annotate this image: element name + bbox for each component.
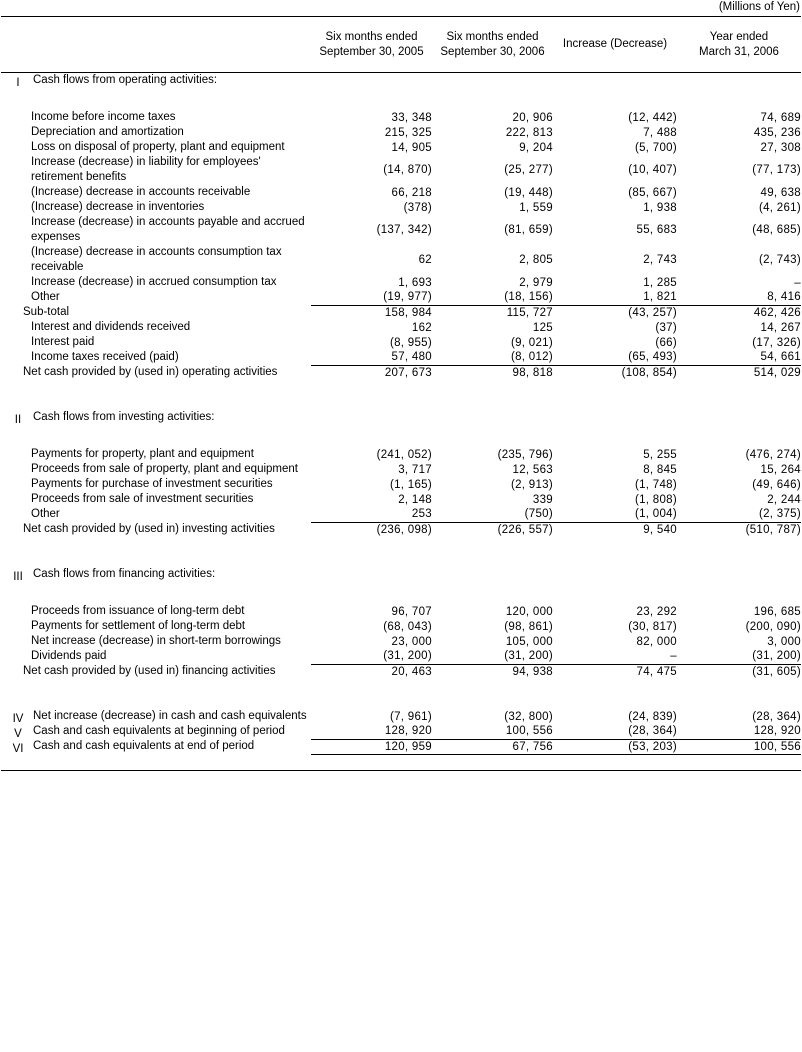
table-row xyxy=(1,365,801,380)
section-numeral: III xyxy=(13,571,23,583)
value-cell: 2, 805 xyxy=(519,254,553,266)
summary-label xyxy=(1,724,311,739)
value-cell xyxy=(311,410,432,425)
value-cell: 3, 000 xyxy=(767,635,801,648)
column-header-change: Increase (Decrease) xyxy=(553,17,677,73)
row-label-text: Depreciation and amortization xyxy=(31,126,184,138)
row-label-text: Loss on disposal of property, plant and equipment xyxy=(31,141,285,153)
value-cell: (9, 021) xyxy=(510,336,553,349)
row-label xyxy=(1,185,311,200)
value-cell: (241, 052) xyxy=(376,448,432,461)
summary-row xyxy=(1,724,801,739)
value-cell xyxy=(553,567,677,582)
row-label-text: Proceeds from sale of investment securities xyxy=(31,493,254,505)
section-title: Cash flows from operating activities: xyxy=(33,74,218,86)
row-label xyxy=(1,320,311,335)
section-title: Cash flows from investing activities: xyxy=(33,411,215,423)
value-cell xyxy=(677,73,801,89)
value-cell: (14, 870) xyxy=(383,164,432,176)
value-cell: 66, 218 xyxy=(391,186,432,199)
spacer-row xyxy=(1,425,801,447)
value-cell: (37) xyxy=(655,321,677,334)
row-label xyxy=(1,492,311,507)
section-numeral: II xyxy=(14,414,22,426)
value-cell: (49, 646) xyxy=(752,478,801,491)
value-cell: (12, 442) xyxy=(628,111,677,124)
row-label-text: Net cash provided by (used in) investing activities xyxy=(23,523,275,535)
value-cell xyxy=(553,425,677,447)
value-cell: 222, 813 xyxy=(505,126,553,139)
value-cell xyxy=(553,380,677,410)
row-label-text: Proceeds from issuance of long-term debt xyxy=(31,605,245,617)
value-cell: 62 xyxy=(418,254,432,266)
value-cell: (236, 098) xyxy=(311,522,432,537)
value-cell: 128, 920 xyxy=(384,725,432,738)
summary-label-text: Cash and cash equivalents at beginning of period xyxy=(33,725,285,737)
spacer-row xyxy=(1,380,801,410)
value-cell: (18, 156) xyxy=(504,291,553,304)
row-label-text: Income before income taxes xyxy=(31,111,176,123)
value-cell: (28, 364) xyxy=(752,710,801,723)
value-cell xyxy=(311,754,432,770)
spacer-label xyxy=(1,88,311,110)
value-cell: 435, 236 xyxy=(753,126,801,139)
row-label-text: Sub-total xyxy=(23,306,70,318)
row-label xyxy=(1,462,311,477)
row-label-text: Interest and dividends received xyxy=(31,321,191,333)
value-cell: (32, 800) xyxy=(504,710,553,723)
value-cell: 15, 264 xyxy=(760,463,801,476)
closing-strip-label xyxy=(1,754,311,770)
row-label xyxy=(1,245,311,275)
value-cell xyxy=(677,380,801,410)
row-label xyxy=(1,634,311,649)
value-cell: (85, 667) xyxy=(628,186,677,199)
spacer-row xyxy=(1,537,801,567)
table-row xyxy=(1,305,801,320)
row-label-text: (Increase) decrease in accounts receivable xyxy=(31,186,251,198)
value-cell: 120, 959 xyxy=(311,739,432,754)
table-row xyxy=(1,125,801,140)
value-cell: 57, 480 xyxy=(391,351,432,364)
table-row xyxy=(1,462,801,477)
row-label-text: Increase (decrease) in liability for employees' retirement benefits xyxy=(31,156,261,183)
value-cell: 462, 426 xyxy=(677,305,801,320)
value-cell: 9, 204 xyxy=(519,141,553,154)
value-cell: 54, 661 xyxy=(760,351,801,364)
value-cell: (108, 854) xyxy=(553,365,677,380)
column-header-h1_2005: Six months ended September 30, 2005 xyxy=(311,17,432,73)
value-cell: 215, 325 xyxy=(384,126,432,139)
row-label xyxy=(1,275,311,290)
row-label-text: Payments for property, plant and equipment xyxy=(31,448,254,460)
value-cell: (378) xyxy=(403,201,432,214)
cash-flow-table xyxy=(1,16,801,771)
value-cell: 100, 556 xyxy=(677,739,801,754)
table-row xyxy=(1,245,801,275)
value-cell xyxy=(311,73,432,89)
row-label xyxy=(1,140,311,155)
value-cell: 2, 743 xyxy=(643,254,677,266)
value-cell: 23, 000 xyxy=(391,635,432,648)
value-cell xyxy=(553,73,677,89)
section-heading-row xyxy=(1,73,801,89)
row-label xyxy=(1,649,311,664)
row-label-text: Other xyxy=(31,508,60,520)
value-cell xyxy=(432,380,553,410)
row-label xyxy=(1,290,311,305)
row-label-text: Other xyxy=(31,291,60,303)
value-cell: 207, 673 xyxy=(311,365,432,380)
value-cell: 339 xyxy=(532,493,553,506)
column-header-h1_2006: Six months ended September 30, 2006 xyxy=(432,17,553,73)
value-cell: (31, 200) xyxy=(383,650,432,663)
value-cell: 74, 475 xyxy=(553,664,677,679)
table-row xyxy=(1,110,801,125)
value-cell xyxy=(677,425,801,447)
value-cell: (1, 808) xyxy=(634,493,677,506)
value-cell: 3, 717 xyxy=(398,463,432,476)
row-label-text: Payments for settlement of long-term debt xyxy=(31,620,246,632)
value-cell: 98, 818 xyxy=(432,365,553,380)
row-label xyxy=(1,604,311,619)
value-cell: 96, 707 xyxy=(391,605,432,618)
value-cell xyxy=(677,537,801,567)
value-cell: (65, 493) xyxy=(628,351,677,364)
spacer-label xyxy=(1,679,311,709)
value-cell: 128, 920 xyxy=(753,725,801,738)
value-cell: 5, 255 xyxy=(643,448,677,461)
value-cell: (31, 200) xyxy=(504,650,553,663)
summary-row xyxy=(1,739,801,754)
row-label xyxy=(1,335,311,350)
table-row xyxy=(1,335,801,350)
row-label-text: Proceeds from sale of property, plant and equipment xyxy=(31,463,298,475)
row-label-text: Payments for purchase of investment securities xyxy=(31,478,273,490)
table-row xyxy=(1,185,801,200)
value-cell: (235, 796) xyxy=(497,448,553,461)
spacer-label xyxy=(1,582,311,604)
value-cell: (68, 043) xyxy=(383,620,432,633)
row-label xyxy=(1,110,311,125)
value-cell: 74, 689 xyxy=(760,111,801,124)
value-cell: – xyxy=(794,276,801,289)
value-cell: 9, 540 xyxy=(553,522,677,537)
value-cell: (24, 839) xyxy=(628,710,677,723)
value-cell xyxy=(432,88,553,110)
value-cell xyxy=(311,567,432,582)
table-row xyxy=(1,320,801,335)
table-row xyxy=(1,664,801,679)
value-cell: (77, 173) xyxy=(752,164,801,176)
table-row xyxy=(1,619,801,634)
value-cell: (4, 261) xyxy=(758,201,801,214)
value-cell: 1, 285 xyxy=(643,276,677,289)
value-cell xyxy=(311,380,432,410)
table-row xyxy=(1,477,801,492)
value-cell: (1, 165) xyxy=(389,478,432,491)
value-cell: (48, 685) xyxy=(752,224,801,236)
value-cell: (2, 375) xyxy=(758,508,801,521)
value-cell: 8, 845 xyxy=(643,463,677,476)
table-row xyxy=(1,350,801,365)
value-cell xyxy=(432,410,553,425)
value-cell: (8, 955) xyxy=(389,336,432,349)
value-cell xyxy=(432,679,553,709)
value-cell: (81, 659) xyxy=(504,224,553,236)
value-cell: 14, 905 xyxy=(391,141,432,154)
row-label xyxy=(1,365,311,380)
table-row xyxy=(1,447,801,462)
value-cell: 12, 563 xyxy=(512,463,553,476)
value-cell: (476, 274) xyxy=(745,448,801,461)
row-label xyxy=(1,477,311,492)
value-cell xyxy=(432,754,553,770)
value-cell: 14, 267 xyxy=(760,321,801,334)
value-cell: 1, 559 xyxy=(519,201,553,214)
value-cell: 55, 683 xyxy=(636,224,677,236)
table-row xyxy=(1,649,801,664)
table-row xyxy=(1,507,801,522)
value-cell: 49, 638 xyxy=(760,186,801,199)
row-label xyxy=(1,664,311,679)
value-cell: 2, 244 xyxy=(767,493,801,506)
table-row xyxy=(1,140,801,155)
value-cell: 1, 938 xyxy=(643,201,677,214)
spacer-row xyxy=(1,88,801,110)
value-cell xyxy=(553,88,677,110)
value-cell: (30, 817) xyxy=(628,620,677,633)
row-label-text: Dividends paid xyxy=(31,650,107,662)
section-heading-row xyxy=(1,567,801,582)
value-cell: 20, 463 xyxy=(311,664,432,679)
value-cell: 125 xyxy=(532,321,553,334)
table-row xyxy=(1,200,801,215)
value-cell: (1, 748) xyxy=(634,478,677,491)
value-cell: (750) xyxy=(524,508,553,521)
value-cell: (19, 448) xyxy=(504,186,553,199)
value-cell xyxy=(311,582,432,604)
value-cell: (2, 743) xyxy=(758,254,801,266)
section-label xyxy=(1,410,311,425)
value-cell: (137, 342) xyxy=(376,224,432,236)
value-cell xyxy=(432,582,553,604)
table-row xyxy=(1,492,801,507)
column-header-fy2006: Year ended March 31, 2006 xyxy=(677,17,801,73)
value-cell: (8, 012) xyxy=(510,351,553,364)
value-cell: 2, 148 xyxy=(398,493,432,506)
value-cell: (7, 961) xyxy=(389,710,432,723)
value-cell: (19, 977) xyxy=(383,291,432,304)
value-cell: (5, 700) xyxy=(634,141,677,154)
row-label xyxy=(1,619,311,634)
row-label xyxy=(1,125,311,140)
value-cell: (200, 090) xyxy=(745,620,801,633)
summary-numeral: VI xyxy=(12,743,24,755)
value-cell: 1, 693 xyxy=(398,276,432,289)
value-cell: (98, 861) xyxy=(504,620,553,633)
units-caption: (Millions of Yen) xyxy=(718,1,800,13)
value-cell: 100, 556 xyxy=(505,725,553,738)
value-cell xyxy=(553,582,677,604)
value-cell xyxy=(553,679,677,709)
cash-flow-table-body xyxy=(1,17,801,771)
value-cell xyxy=(432,73,553,89)
value-cell: (53, 203) xyxy=(553,739,677,754)
value-cell: 8, 416 xyxy=(767,291,801,304)
value-cell: 514, 029 xyxy=(677,365,801,380)
value-cell: (1, 004) xyxy=(634,508,677,521)
value-cell: (17, 326) xyxy=(752,336,801,349)
value-cell: 115, 727 xyxy=(432,305,553,320)
row-label xyxy=(1,447,311,462)
value-cell: 162 xyxy=(411,321,432,334)
value-cell xyxy=(553,537,677,567)
value-cell: 27, 308 xyxy=(760,141,801,154)
summary-label xyxy=(1,709,311,724)
summary-numeral: IV xyxy=(12,713,24,725)
value-cell: 20, 906 xyxy=(512,111,553,124)
value-cell: 82, 000 xyxy=(636,635,677,648)
value-cell: 253 xyxy=(411,508,432,521)
spacer-label xyxy=(1,537,311,567)
summary-row xyxy=(1,709,801,724)
value-cell: (226, 557) xyxy=(432,522,553,537)
value-cell xyxy=(677,582,801,604)
value-cell: (31, 605) xyxy=(677,664,801,679)
value-cell xyxy=(677,754,801,770)
row-label xyxy=(1,200,311,215)
value-cell xyxy=(311,425,432,447)
row-label-text: (Increase) decrease in inventories xyxy=(31,201,205,213)
value-cell: 33, 348 xyxy=(391,111,432,124)
value-cell: 120, 000 xyxy=(505,605,553,618)
row-label xyxy=(1,522,311,537)
value-cell: – xyxy=(670,650,677,663)
value-cell: 2, 979 xyxy=(519,276,553,289)
table-row xyxy=(1,290,801,305)
value-cell xyxy=(553,754,677,770)
value-cell xyxy=(311,537,432,567)
value-cell: 158, 984 xyxy=(311,305,432,320)
row-label-text: Net cash provided by (used in) operating activities xyxy=(23,366,278,378)
value-cell: 105, 000 xyxy=(505,635,553,648)
value-cell xyxy=(432,425,553,447)
table-row xyxy=(1,634,801,649)
row-label xyxy=(1,215,311,245)
row-label-text: Net increase (decrease) in short-term borrowings xyxy=(31,635,281,647)
row-label-text: Increase (decrease) in accrued consumption tax xyxy=(31,276,277,288)
value-cell xyxy=(311,88,432,110)
value-cell: (10, 407) xyxy=(628,164,677,176)
value-cell xyxy=(553,410,677,425)
value-cell xyxy=(677,88,801,110)
value-cell: (31, 200) xyxy=(752,650,801,663)
table-row xyxy=(1,522,801,537)
value-cell xyxy=(677,679,801,709)
value-cell: 94, 938 xyxy=(432,664,553,679)
value-cell: 1, 821 xyxy=(643,291,677,304)
spacer-label xyxy=(1,425,311,447)
row-label xyxy=(1,350,311,365)
value-cell: (25, 277) xyxy=(504,164,553,176)
spacer-row xyxy=(1,582,801,604)
spacer-row xyxy=(1,679,801,709)
row-label-text: Increase (decrease) in accounts payable and accrued expenses xyxy=(31,216,305,243)
section-heading-row xyxy=(1,410,801,425)
table-row xyxy=(1,215,801,245)
summary-label-text: Net increase (decrease) in cash and cash equivalents xyxy=(33,710,307,722)
table-header-row xyxy=(1,17,801,73)
value-cell xyxy=(677,567,801,582)
table-row xyxy=(1,275,801,290)
row-label xyxy=(1,507,311,522)
row-label xyxy=(1,155,311,185)
row-label-text: Income taxes received (paid) xyxy=(31,351,179,363)
row-label-text: (Increase) decrease in accounts consumption tax receivable xyxy=(31,246,282,273)
table-row xyxy=(1,155,801,185)
value-cell: (510, 787) xyxy=(677,522,801,537)
value-cell: 67, 756 xyxy=(432,739,553,754)
summary-label xyxy=(1,739,311,754)
section-title: Cash flows from financing activities: xyxy=(33,568,216,580)
table-closing-strip xyxy=(1,754,801,770)
value-cell xyxy=(432,567,553,582)
value-cell: (66) xyxy=(655,336,677,349)
value-cell: (2, 913) xyxy=(510,478,553,491)
section-label xyxy=(1,567,311,582)
summary-numeral: V xyxy=(14,728,22,740)
value-cell: (28, 364) xyxy=(628,725,677,738)
section-label xyxy=(1,73,311,89)
value-cell: 23, 292 xyxy=(636,605,677,618)
value-cell xyxy=(432,537,553,567)
row-label xyxy=(1,305,311,320)
value-cell xyxy=(311,679,432,709)
column-header-label xyxy=(1,17,311,73)
spacer-label xyxy=(1,380,311,410)
value-cell: 7, 488 xyxy=(643,126,677,139)
row-label-text: Interest paid xyxy=(31,336,95,348)
summary-label-text: Cash and cash equivalents at end of period xyxy=(33,740,255,752)
row-label-text: Net cash provided by (used in) financing activities xyxy=(23,665,276,677)
table-row xyxy=(1,604,801,619)
value-cell xyxy=(677,410,801,425)
section-numeral: I xyxy=(16,77,20,89)
value-cell: (43, 257) xyxy=(553,305,677,320)
value-cell: 196, 685 xyxy=(753,605,801,618)
